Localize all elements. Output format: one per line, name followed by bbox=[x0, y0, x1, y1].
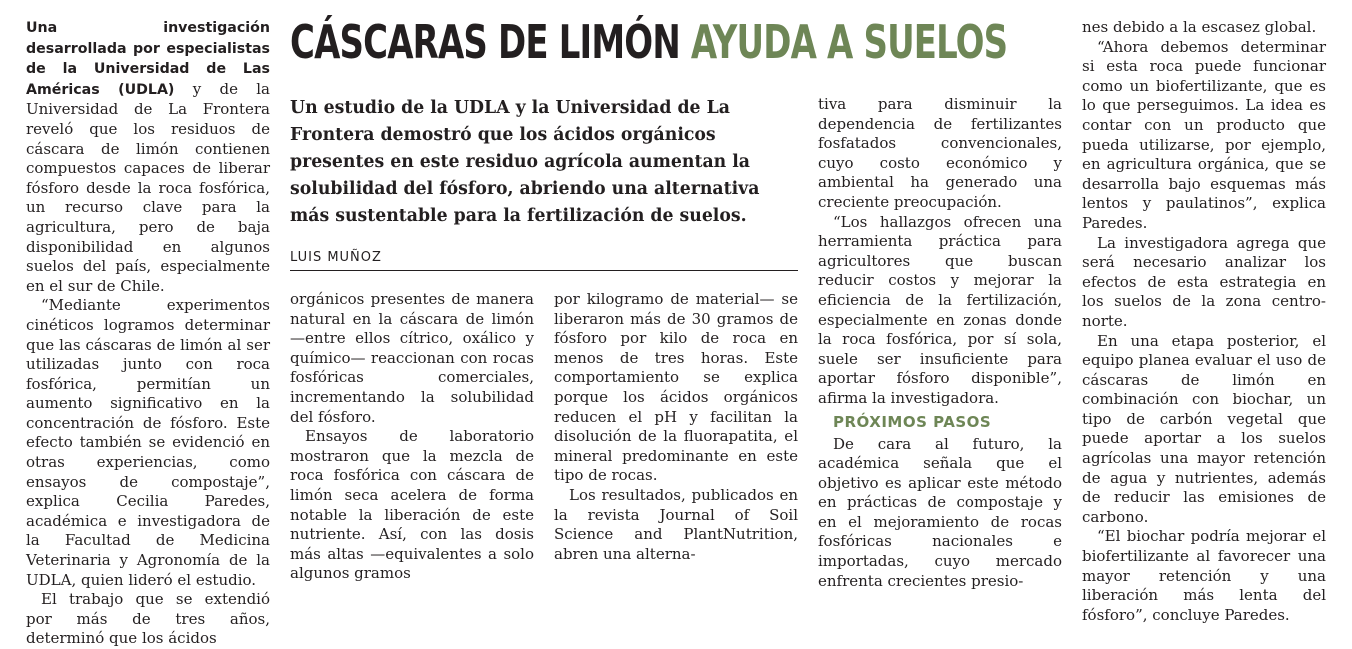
paragraph: orgánicos presentes de manera natural en la cáscara de limón —entre ellos cítrico, oxálico y químico— reaccionan con rocas fosfóricas comerciales, incrementando la solubilidad del fósforo. bbox=[290, 290, 534, 426]
subheadline: Un estudio de la UDLA y la Universidad de La Frontera demostró que los ácidos orgánicos presentes en este residuo agrícola aumentan la solubilidad del fósforo, abriendo una alternativa más sustentable para la fertilización de suelos. bbox=[290, 98, 760, 226]
headline-part-2: AYUDA A SUELOS bbox=[690, 15, 1008, 69]
lead-in: Una investigación desarrollada por especialistas de la Universidad de Las Américas (UDLA) bbox=[26, 20, 270, 98]
paragraph: “El biochar podría mejorar el biofertilizante al favorecer una mayor retención y una liberación más lenta del fósforo”, concluye Paredes. bbox=[1082, 527, 1326, 624]
column-3 bbox=[554, 290, 798, 564]
column-1 bbox=[26, 18, 270, 649]
paragraph bbox=[26, 18, 270, 296]
paragraph: por kilogramo de material— se liberaron más de 30 gramos de fósforo por kilo de roca en menos de tres horas. Este comportamiento se explica porque los ácidos orgánicos reducen el pH y facilitan la disolución de la fluorapatita, el mineral predominante en este tipo de rocas. bbox=[554, 290, 798, 485]
paragraph: La investigadora agrega que será necesario analizar los efectos de esta estrategia en los suelos de la zona centro-norte. bbox=[1082, 233, 1326, 330]
section-heading: PRÓXIMOS PASOS bbox=[833, 412, 992, 431]
byline-divider bbox=[290, 270, 798, 271]
byline: LUIS MUÑOZ bbox=[290, 250, 382, 265]
paragraph: “Mediante experimentos cinéticos logramos determinar que las cáscaras de limón al ser utilizadas junto con roca fosfórica, permitían un aumento significativo en la concentración de fósforo. Este efecto también se evidenció en otras experiencias, como ensayos de compostaje”, explica Cecilia Paredes, académica e investigadora de la Facultad de Medicina Veterinaria y Agronomía de la UDLA, quien lideró el estudio. bbox=[26, 296, 270, 589]
column-5 bbox=[1082, 18, 1326, 625]
paragraph: El trabajo que se extendió por más de tres años, determinó que los ácidos bbox=[26, 590, 270, 648]
paragraph: nes debido a la escasez global. bbox=[1082, 18, 1317, 36]
column-4 bbox=[818, 95, 1062, 591]
paragraph: “Los hallazgos ofrecen una herramienta práctica para agricultores que buscan reducir costos y mejorar la eficiencia de la fertilización, especialmente en zonas donde la roca fosfórica, por sí sola, suele ser insuficiente para aportar fósforo disponible”, afirma la investigadora. bbox=[818, 212, 1062, 407]
headline-part-1: CÁSCARAS DE LIMÓN bbox=[290, 15, 680, 69]
paragraph: “Ahora debemos determinar si esta roca puede funcionar como un biofertilizante, que es lo que perseguimos. La idea es contar con un producto que pueda utilizarse, por ejemplo, en agricultura orgánica, que se desarrolla bajo esquemas más lentos y paulatinos”, explica Paredes. bbox=[1082, 37, 1326, 232]
headline bbox=[290, 12, 1008, 72]
paragraph: En una etapa posterior, el equipo planea evaluar el uso de cáscaras de limón en combinación con biochar, un tipo de carbón vegetal que puede aportar a los suelos agrícolas una mayor retención de agua y nutrientes, además de reducir las emisiones de carbono. bbox=[1082, 331, 1326, 526]
paragraph: Los resultados, publicados en la revista Journal of Soil Science and PlantNutrition, abren una alterna- bbox=[554, 485, 798, 563]
paragraph: Ensayos de laboratorio mostraron que la mezcla de roca fosfórica con cáscara de limón seca acelera de forma notable la liberación de este nutriente. Así, con las dosis más altas —equivalentes a solo algunos gramos bbox=[290, 427, 534, 583]
column-2 bbox=[290, 290, 534, 584]
paragraph: tiva para disminuir la dependencia de fertilizantes fosfatados convencionales, cuyo costo económico y ambiental ha generado una creciente preocupación. bbox=[818, 95, 1062, 211]
lead-text: y de la Universidad de La Frontera reveló que los residuos de cáscara de limón contienen compuestos capaces de liberar fósforo desde la roca fosfórica, un recurso clave para la agricultura, pero de baja disponibilidad en algunos suelos del país, especialmente en el sur de Chile. bbox=[26, 79, 270, 295]
paragraph: De cara al futuro, la académica señala que el objetivo es aplicar este método en prácticas de compostaje y en el mejoramiento de rocas fosfóricas nacionales e importadas, cuyo mercado enfrenta crecientes presio- bbox=[818, 434, 1062, 590]
